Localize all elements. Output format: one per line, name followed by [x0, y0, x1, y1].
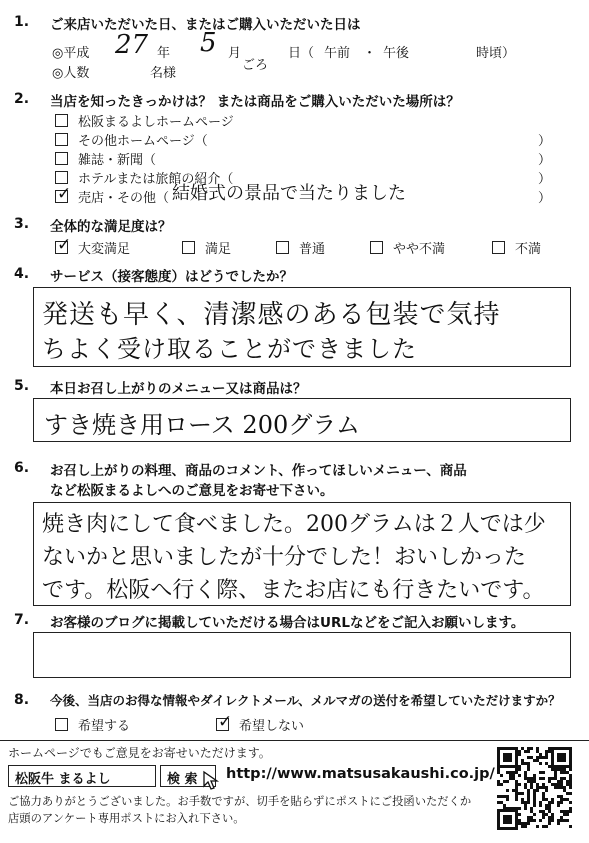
footer-thanks-line-2: 店頭のアンケート専用ポストにお入れ下さい。 [8, 812, 245, 825]
q2-option-shop-close: ） [538, 191, 552, 206]
q2-checkbox-shop[interactable] [55, 190, 68, 203]
q1-pm-option: 午後 [383, 46, 410, 61]
q4-answer-line-2: ちよく受け取ることができました [42, 335, 417, 363]
q2-checkbox-hp[interactable] [55, 114, 68, 127]
q3-option-very-satisfied: 大変満足 [78, 242, 131, 257]
q8-option-want: 希望する [78, 719, 131, 734]
footer-opinion-text: ホームページでもご意見をお寄せいただけます。 [8, 746, 271, 760]
q2-option-other-hp-close: ） [538, 134, 552, 149]
q1-day-handwritten: ごろ [242, 58, 269, 73]
qr-code-icon [496, 746, 574, 832]
q4-answer-box[interactable] [33, 287, 571, 367]
q1-year-handwritten: 27 [115, 30, 149, 60]
q6-answer-line-1: 焼き肉にして食べました。200グラムは２人では少 [42, 512, 546, 537]
q5-answer: すき焼き用ロース 200グラム [44, 411, 360, 439]
q3-option-dissatisfied: 不満 [515, 242, 542, 257]
footer-search-term: 松阪牛 まるよし [15, 772, 111, 787]
q2-option-magazine-close: ） [538, 153, 552, 168]
q2-option-other-hp: その他ホームページ（ [78, 134, 208, 149]
q2-option-magazine: 雑誌・新聞（ [78, 153, 157, 168]
q1-time-label: 時頃） [476, 46, 516, 61]
q4-number: 4. [14, 266, 30, 282]
q6-question-line-1: お召し上がりの料理、商品のコメント、作ってほしいメニュー、商品 [50, 463, 467, 479]
q3-checkbox-satisfied[interactable] [182, 241, 195, 254]
q3-option-satisfied: 満足 [205, 242, 232, 257]
q7-number: 7. [14, 612, 30, 628]
q3-checkbox-somewhat-dissatisfied[interactable] [370, 241, 383, 254]
q1-number: 1. [14, 14, 30, 30]
q1-people-unit: 名様 [150, 66, 177, 81]
q7-question: お客様のブログに掲載していただける場合はURLなどをご記入お願いします。 [50, 615, 525, 631]
q2-other-handwritten: 結婚式の景品で当たりました [172, 183, 406, 204]
q1-people-label: ◎人数 [52, 66, 90, 81]
q1-am-option: 午前 [324, 46, 351, 61]
footer-divider [0, 740, 589, 741]
q5-number: 5. [14, 378, 30, 394]
q2-number: 2. [14, 91, 30, 107]
q6-answer-line-3: です。松阪へ行く際、またお店にも行きたいです。 [42, 578, 545, 603]
q8-number: 8. [14, 692, 30, 708]
q3-option-normal: 普通 [299, 242, 326, 257]
q8-question: 今後、当店のお得な情報やダイレクトメール、メルマガの送付を希望していただけますか？ [50, 693, 561, 708]
q1-separator: ・ [363, 46, 377, 61]
q6-answer-box[interactable] [33, 502, 571, 606]
footer-search-box[interactable] [8, 765, 156, 787]
q4-question: サービス（接客態度）はどうでしたか？ [50, 269, 293, 285]
q1-question: ご来店いただいた日、またはご購入いただいた日は [50, 17, 361, 33]
q3-option-somewhat-dissatisfied: やや不満 [393, 242, 446, 257]
q8-checkbox-not-want[interactable] [216, 718, 229, 731]
q5-question: 本日お召し上がりのメニュー又は商品は？ [50, 381, 307, 397]
q3-checkbox-normal[interactable] [276, 241, 289, 254]
footer-search-button-label: 検 索 [167, 772, 198, 787]
q1-year-label: 年 [157, 46, 171, 61]
q1-day-label: 日（ [288, 46, 315, 61]
q7-answer-box[interactable] [33, 632, 571, 678]
q1-month-handwritten: 5 [200, 28, 217, 58]
q1-month-label: 月 [228, 46, 242, 61]
q2-option-hp: 松阪まるよしホームページ [78, 115, 234, 130]
q2-option-shop: 売店・その他（ [78, 191, 170, 206]
q3-checkbox-dissatisfied[interactable] [492, 241, 505, 254]
q4-answer-line-1: 発送も早く、清潔感のある包装で気持 [42, 300, 501, 330]
q3-checkbox-very-satisfied[interactable] [55, 241, 68, 254]
q6-number: 6. [14, 460, 30, 476]
q2-option-hotel: ホテルまたは旅館の紹介（ [78, 172, 234, 187]
q5-answer-box[interactable] [33, 398, 571, 442]
q2-checkbox-hotel[interactable] [55, 171, 68, 184]
footer-thanks-line-1: ご協力ありがとうございました。お手数ですが、切手を貼らずにポストにご投函いただくか [8, 795, 472, 808]
q2-checkbox-other-hp[interactable] [55, 133, 68, 146]
q6-question-line-2: など松阪まるよしへのご意見をお寄せ下さい。 [50, 483, 334, 499]
q1-era-label: ◎平成 [52, 46, 90, 61]
q2-question: 当店を知ったきっかけは？ または商品をご購入いただいた場所は？ [50, 94, 460, 110]
q2-option-hotel-close: ） [538, 172, 552, 187]
q8-checkbox-want[interactable] [55, 718, 68, 731]
footer-url[interactable]: http://www.matsusakaushi.co.jp/ [226, 766, 495, 782]
q2-checkbox-magazine[interactable] [55, 152, 68, 165]
q3-number: 3. [14, 216, 30, 232]
q8-option-not-want: 希望しない [239, 719, 305, 734]
q3-question: 全体的な満足度は？ [50, 219, 172, 235]
q6-answer-line-2: ないかと思いましたが十分でした！おいしかった [42, 545, 527, 570]
